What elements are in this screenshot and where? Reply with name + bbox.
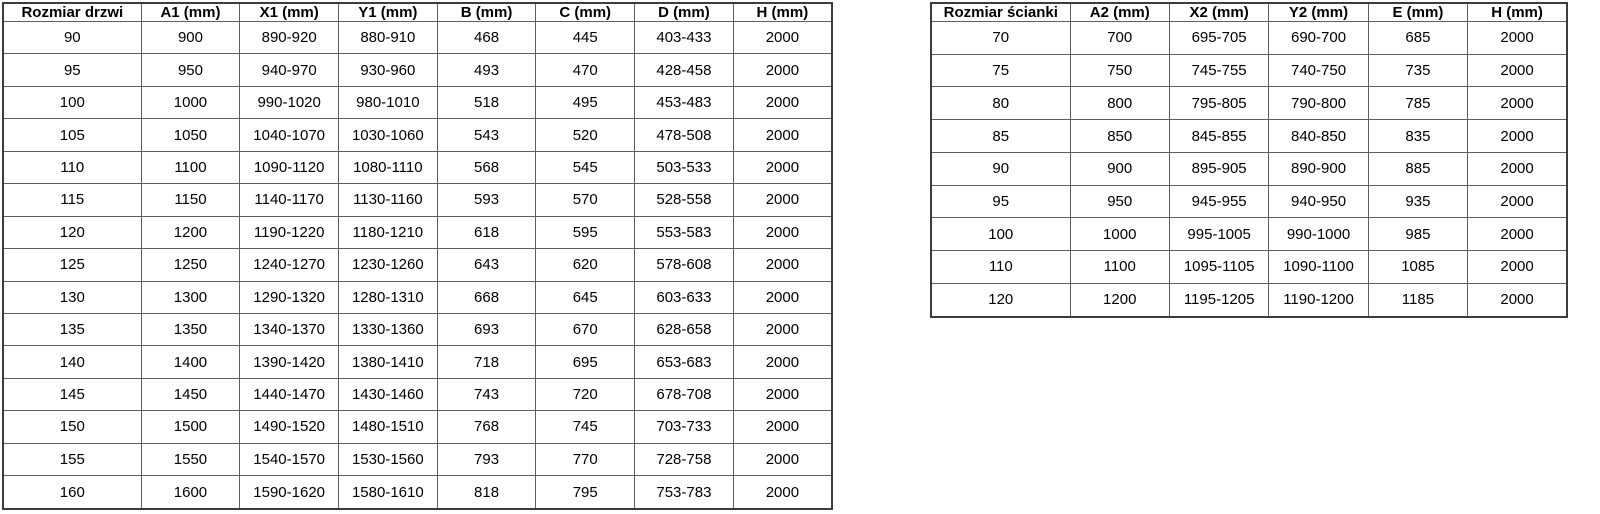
table-cell: 1530-1560 [339, 443, 438, 475]
table-cell: 1200 [141, 216, 240, 248]
table-cell: 1430-1460 [339, 378, 438, 410]
table-cell: 703-733 [635, 411, 734, 443]
table-cell: 403-433 [635, 22, 734, 54]
table-cell: 693 [437, 313, 536, 345]
table-cell: 1380-1410 [339, 346, 438, 378]
table-cell: 543 [437, 119, 536, 151]
table-cell: 140 [3, 346, 141, 378]
table-cell: 95 [3, 54, 141, 86]
table-cell: 1195-1205 [1169, 283, 1268, 317]
table-row [931, 120, 1567, 153]
table-cell: 768 [437, 411, 536, 443]
table-cell: 90 [931, 152, 1070, 185]
table-cell: 620 [536, 249, 635, 281]
table-cell: 95 [931, 185, 1070, 218]
column-header: D (mm) [635, 3, 734, 22]
table-cell: 545 [536, 151, 635, 183]
table-row [3, 86, 832, 118]
table-cell: 945-955 [1169, 185, 1268, 218]
table-cell: 940-950 [1269, 185, 1368, 218]
table-cell: 1185 [1368, 283, 1467, 317]
table-cell: 570 [536, 184, 635, 216]
table-row [931, 54, 1567, 87]
table-cell: 1095-1105 [1169, 251, 1268, 284]
table-cell: 2000 [733, 22, 832, 54]
table-cell: 1340-1370 [240, 313, 339, 345]
table-row [3, 249, 832, 281]
table-cell: 2000 [733, 86, 832, 118]
table-cell: 75 [931, 54, 1070, 87]
table-cell: 1230-1260 [339, 249, 438, 281]
table-cell: 1090-1100 [1269, 251, 1368, 284]
table-row [931, 218, 1567, 251]
table-cell: 1480-1510 [339, 411, 438, 443]
table-cell: 1330-1360 [339, 313, 438, 345]
table-cell: 2000 [733, 313, 832, 345]
table-cell: 885 [1368, 152, 1467, 185]
wall-panel-size-table [930, 2, 1568, 318]
table-cell: 950 [1070, 185, 1169, 218]
column-header: Rozmiar ścianki [931, 3, 1070, 22]
table-cell: 895-905 [1169, 152, 1268, 185]
table-cell: 1280-1310 [339, 281, 438, 313]
table-cell: 1290-1320 [240, 281, 339, 313]
table-cell: 1390-1420 [240, 346, 339, 378]
table-cell: 110 [931, 251, 1070, 284]
table-cell: 980-1010 [339, 86, 438, 118]
table-cell: 2000 [733, 346, 832, 378]
table-cell: 110 [3, 151, 141, 183]
table-row [3, 313, 832, 345]
table-cell: 100 [3, 86, 141, 118]
table-cell: 743 [437, 378, 536, 410]
column-header: A1 (mm) [141, 3, 240, 22]
table-cell: 1200 [1070, 283, 1169, 317]
table-row [931, 152, 1567, 185]
table-cell: 1600 [141, 476, 240, 509]
table-cell: 593 [437, 184, 536, 216]
table-cell: 1050 [141, 119, 240, 151]
table-cell: 800 [1070, 87, 1169, 120]
table-cell: 1085 [1368, 251, 1467, 284]
table-cell: 468 [437, 22, 536, 54]
table-cell: 880-910 [339, 22, 438, 54]
table-cell: 568 [437, 151, 536, 183]
table-cell: 720 [536, 378, 635, 410]
table-cell: 1350 [141, 313, 240, 345]
table-cell: 160 [3, 476, 141, 509]
table-cell: 700 [1070, 22, 1169, 55]
table-cell: 690-700 [1269, 22, 1368, 55]
table-cell: 990-1000 [1269, 218, 1368, 251]
table-cell: 2000 [733, 151, 832, 183]
table-cell: 1300 [141, 281, 240, 313]
table-cell: 100 [931, 218, 1070, 251]
table-cell: 1400 [141, 346, 240, 378]
table-cell: 668 [437, 281, 536, 313]
column-header: H (mm) [733, 3, 832, 22]
table-cell: 445 [536, 22, 635, 54]
table-cell: 90 [3, 22, 141, 54]
table-row [3, 22, 832, 54]
table-cell: 835 [1368, 120, 1467, 153]
column-header: C (mm) [536, 3, 635, 22]
table-cell: 2000 [1468, 251, 1567, 284]
table-cell: 818 [437, 476, 536, 509]
table-cell: 528-558 [635, 184, 734, 216]
table-cell: 785 [1368, 87, 1467, 120]
column-header: Rozmiar drzwi [3, 3, 141, 22]
table-cell: 950 [141, 54, 240, 86]
column-header: H (mm) [1468, 3, 1567, 22]
table-cell: 2000 [733, 54, 832, 86]
table-row [3, 184, 832, 216]
table-cell: 935 [1368, 185, 1467, 218]
table-cell: 628-658 [635, 313, 734, 345]
table-cell: 578-608 [635, 249, 734, 281]
table-row [3, 476, 832, 509]
table-cell: 130 [3, 281, 141, 313]
door-size-table [2, 2, 833, 510]
table-cell: 770 [536, 443, 635, 475]
column-header: X1 (mm) [240, 3, 339, 22]
table-cell: 2000 [733, 281, 832, 313]
table-cell: 1590-1620 [240, 476, 339, 509]
table-cell: 2000 [733, 378, 832, 410]
table-cell: 1100 [141, 151, 240, 183]
table-cell: 453-483 [635, 86, 734, 118]
table-row [3, 216, 832, 248]
table-cell: 2000 [733, 249, 832, 281]
table-cell: 135 [3, 313, 141, 345]
table-row [3, 151, 832, 183]
table-cell: 1540-1570 [240, 443, 339, 475]
table-cell: 1450 [141, 378, 240, 410]
table-cell: 645 [536, 281, 635, 313]
column-header: E (mm) [1368, 3, 1467, 22]
table-row [3, 346, 832, 378]
table-cell: 678-708 [635, 378, 734, 410]
table-cell: 753-783 [635, 476, 734, 509]
table-cell: 495 [536, 86, 635, 118]
column-header: Y2 (mm) [1269, 3, 1368, 22]
table-cell: 790-800 [1269, 87, 1368, 120]
table-cell: 1180-1210 [339, 216, 438, 248]
table-cell: 995-1005 [1169, 218, 1268, 251]
table-cell: 2000 [1468, 54, 1567, 87]
table-row [3, 54, 832, 86]
column-header: Y1 (mm) [339, 3, 438, 22]
table-cell: 2000 [733, 216, 832, 248]
table-cell: 2000 [1468, 87, 1567, 120]
table-cell: 493 [437, 54, 536, 86]
table-cell: 745 [536, 411, 635, 443]
table-row [3, 119, 832, 151]
table-row [3, 281, 832, 313]
table-cell: 793 [437, 443, 536, 475]
table-cell: 1580-1610 [339, 476, 438, 509]
column-header: B (mm) [437, 3, 536, 22]
table-cell: 685 [1368, 22, 1467, 55]
table-cell: 900 [1070, 152, 1169, 185]
table-cell: 1080-1110 [339, 151, 438, 183]
table-cell: 845-855 [1169, 120, 1268, 153]
table-cell: 1190-1220 [240, 216, 339, 248]
table-cell: 890-900 [1269, 152, 1368, 185]
table-cell: 520 [536, 119, 635, 151]
table-cell: 1000 [141, 86, 240, 118]
table-cell: 478-508 [635, 119, 734, 151]
table-row [931, 87, 1567, 120]
table-cell: 1000 [1070, 218, 1169, 251]
table-cell: 1100 [1070, 251, 1169, 284]
table-row [931, 251, 1567, 284]
header-row [3, 3, 832, 22]
column-header: A2 (mm) [1070, 3, 1169, 22]
table-cell: 1090-1120 [240, 151, 339, 183]
table-row [931, 22, 1567, 55]
table-cell: 2000 [1468, 152, 1567, 185]
table-cell: 990-1020 [240, 86, 339, 118]
table-cell: 428-458 [635, 54, 734, 86]
table-cell: 900 [141, 22, 240, 54]
table-cell: 145 [3, 378, 141, 410]
table-cell: 1240-1270 [240, 249, 339, 281]
table-cell: 1440-1470 [240, 378, 339, 410]
table-cell: 2000 [733, 411, 832, 443]
table-cell: 750 [1070, 54, 1169, 87]
table-cell: 1500 [141, 411, 240, 443]
table-cell: 1130-1160 [339, 184, 438, 216]
table-cell: 890-920 [240, 22, 339, 54]
table-cell: 2000 [1468, 185, 1567, 218]
table-cell: 553-583 [635, 216, 734, 248]
table-row [931, 283, 1567, 317]
table-row [3, 443, 832, 475]
table-cell: 595 [536, 216, 635, 248]
table-cell: 643 [437, 249, 536, 281]
table-cell: 70 [931, 22, 1070, 55]
column-header: X2 (mm) [1169, 3, 1268, 22]
table-row [3, 411, 832, 443]
table-cell: 735 [1368, 54, 1467, 87]
table-cell: 2000 [1468, 218, 1567, 251]
table-cell: 120 [931, 283, 1070, 317]
table-cell: 125 [3, 249, 141, 281]
table-cell: 2000 [733, 184, 832, 216]
table-cell: 795-805 [1169, 87, 1268, 120]
table-cell: 940-970 [240, 54, 339, 86]
table-cell: 718 [437, 346, 536, 378]
table-cell: 2000 [733, 476, 832, 509]
table-cell: 695 [536, 346, 635, 378]
table-cell: 2000 [733, 119, 832, 151]
table-cell: 618 [437, 216, 536, 248]
table-cell: 740-750 [1269, 54, 1368, 87]
table-cell: 670 [536, 313, 635, 345]
table-cell: 1150 [141, 184, 240, 216]
table-cell: 470 [536, 54, 635, 86]
table-cell: 1550 [141, 443, 240, 475]
table-cell: 105 [3, 119, 141, 151]
table-cell: 695-705 [1169, 22, 1268, 55]
table-row [931, 185, 1567, 218]
table-row [3, 378, 832, 410]
table-cell: 728-758 [635, 443, 734, 475]
table-cell: 653-683 [635, 346, 734, 378]
table-cell: 115 [3, 184, 141, 216]
table-cell: 1490-1520 [240, 411, 339, 443]
table-cell: 603-633 [635, 281, 734, 313]
table-cell: 1040-1070 [240, 119, 339, 151]
table-cell: 2000 [1468, 283, 1567, 317]
header-row [931, 3, 1567, 22]
table-cell: 1140-1170 [240, 184, 339, 216]
table-cell: 985 [1368, 218, 1467, 251]
table-cell: 930-960 [339, 54, 438, 86]
table-cell: 85 [931, 120, 1070, 153]
table-cell: 795 [536, 476, 635, 509]
table-cell: 518 [437, 86, 536, 118]
table-cell: 1250 [141, 249, 240, 281]
table-cell: 155 [3, 443, 141, 475]
table-cell: 80 [931, 87, 1070, 120]
table-cell: 840-850 [1269, 120, 1368, 153]
table-cell: 1190-1200 [1269, 283, 1368, 317]
table-cell: 120 [3, 216, 141, 248]
table-cell: 1030-1060 [339, 119, 438, 151]
table-cell: 745-755 [1169, 54, 1268, 87]
table-cell: 850 [1070, 120, 1169, 153]
table-cell: 2000 [1468, 120, 1567, 153]
table-cell: 2000 [733, 443, 832, 475]
table-cell: 503-533 [635, 151, 734, 183]
table-cell: 150 [3, 411, 141, 443]
table-cell: 2000 [1468, 22, 1567, 55]
